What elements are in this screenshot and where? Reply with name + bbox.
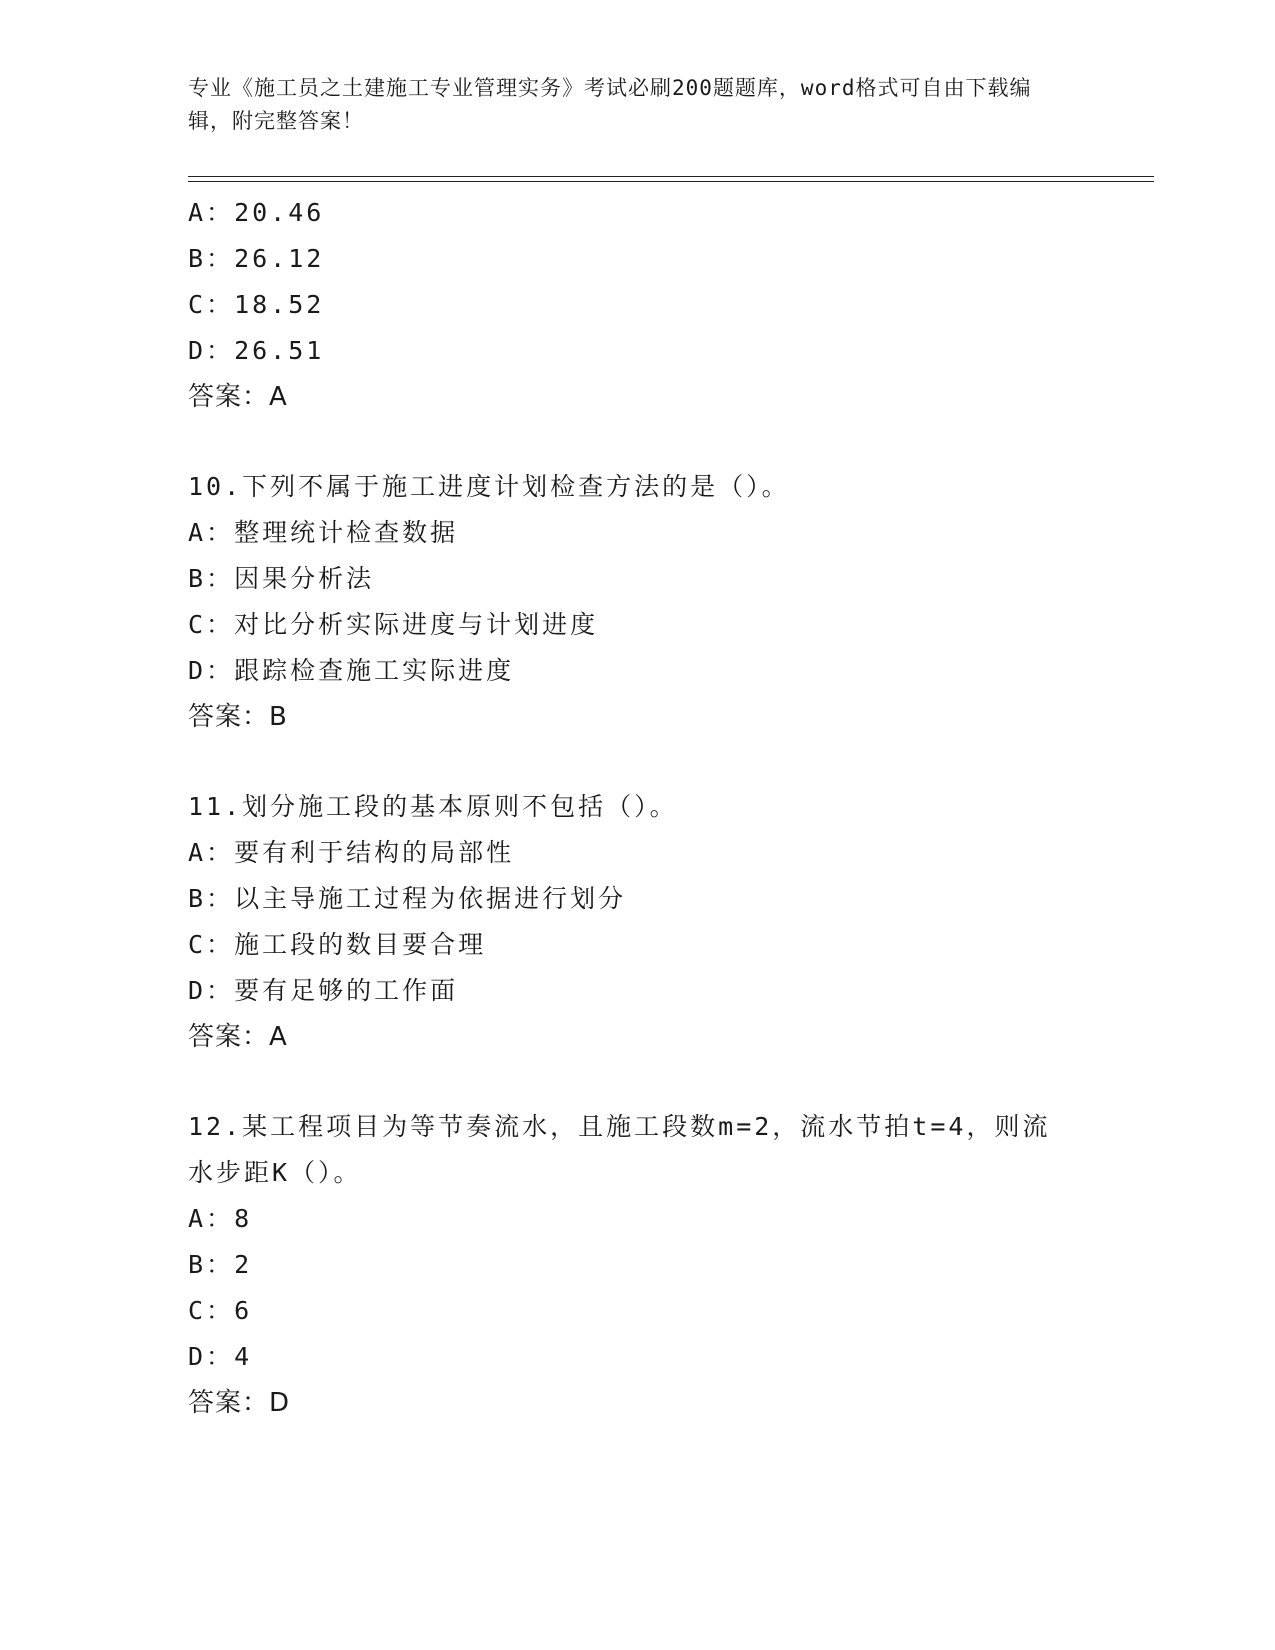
question-stem-line-1: 12.某工程项目为等节奏流水，且施工段数m=2，流水节拍t=4，则流: [188, 1112, 1051, 1141]
question-12: [188, 1104, 1088, 1426]
option-d: D：4: [188, 1342, 253, 1371]
answer-line: 答案：D: [188, 1388, 291, 1418]
document-header: 专业《施工员之土建施工专业管理实务》考试必刷200题题库，word格式可自由下载编辑，附完整答案！: [188, 76, 1032, 133]
answer-line: 答案：A: [188, 1022, 288, 1052]
option-c: C：施工段的数目要合理: [188, 930, 487, 959]
question-stem-line-2: 水步距K（）。: [188, 1158, 362, 1187]
option-b: B：因果分析法: [188, 564, 375, 593]
option-b: B：26.12: [188, 244, 325, 273]
option-c: C：对比分析实际进度与计划进度: [188, 610, 599, 639]
option-a: A：8: [188, 1204, 253, 1233]
option-c: C：6: [188, 1296, 253, 1325]
option-d: D：跟踪检查施工实际进度: [188, 656, 515, 685]
question-stem: 10.下列不属于施工进度计划检查方法的是（）。: [188, 472, 790, 501]
option-a: A：整理统计检查数据: [188, 518, 459, 547]
option-a: A：要有利于结构的局部性: [188, 838, 515, 867]
option-d: D：26.51: [188, 336, 325, 365]
header-double-rule: [188, 176, 1154, 182]
question-10: [188, 464, 1088, 740]
answer-line: 答案：A: [188, 382, 288, 412]
answer-line: 答案：B: [188, 702, 288, 732]
option-b: B：2: [188, 1250, 253, 1279]
option-c: C：18.52: [188, 290, 325, 319]
question-fragment: [188, 190, 1088, 420]
question-11: [188, 784, 1088, 1060]
option-a: A：20.46: [188, 198, 325, 227]
option-d: D：要有足够的工作面: [188, 976, 459, 1005]
question-stem: 11.划分施工段的基本原则不包括（）。: [188, 792, 678, 821]
document-body: [188, 190, 1088, 1426]
option-b: B：以主导施工过程为依据进行划分: [188, 884, 627, 913]
